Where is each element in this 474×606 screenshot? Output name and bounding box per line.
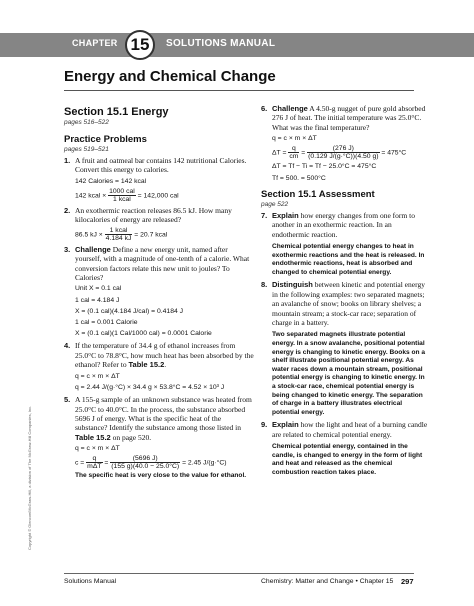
work-text: = xyxy=(104,459,109,467)
denominator: 4.184 kJ xyxy=(105,234,132,242)
numerator: 1000 cal xyxy=(109,188,135,196)
numerator: q xyxy=(86,455,102,463)
question-2 xyxy=(64,206,254,225)
fraction xyxy=(110,455,180,470)
q6-work xyxy=(272,134,429,183)
question-number: 6. xyxy=(261,104,268,113)
question-number: 8. xyxy=(261,280,268,290)
denominator: (0.129 J/(g·°C))(4.50 g) xyxy=(308,153,379,161)
chapter-number-badge: 15 xyxy=(125,30,155,60)
q7-answer: Chemical potential energy changes to heat in exothermic reactions and the heat is released. In endothermic reactions, heat is absorbed and changed to chemical potential energy. xyxy=(272,243,425,276)
practice-heading: Practice Problems xyxy=(64,134,147,145)
fraction xyxy=(307,145,379,160)
q4-work xyxy=(75,372,254,392)
question-number: 9. xyxy=(261,420,268,430)
denominator: mΔT xyxy=(87,463,102,471)
assessment-pages: page 522 xyxy=(261,200,289,208)
q3-work xyxy=(75,284,254,338)
fraction xyxy=(86,455,102,470)
section-pages: pages 516–522 xyxy=(64,119,109,126)
chapter-label: CHAPTER xyxy=(72,38,118,48)
question-text: A fruit and oatmeal bar contains 142 nutritional Calories. Convert this energy to calories. xyxy=(75,156,247,175)
work-line: 1 cal = 4.184 J xyxy=(75,296,120,304)
question-number: 1. xyxy=(64,156,71,165)
footer-left: Solutions Manual xyxy=(64,578,117,585)
work-line: 1 cal = 0.001 Calorie xyxy=(75,319,138,327)
question-number: 7. xyxy=(261,210,268,220)
question-text: between kinetic and potential energy in the following examples: two separated magnets; an avalanche of snow; books on library shelves; a mountain stream; a stock-car race; separation of charge in a battery. xyxy=(272,280,425,328)
fraction xyxy=(288,145,299,160)
work-text: 86.5 kJ × xyxy=(75,231,103,239)
work-text: = xyxy=(301,149,306,157)
question-number: 4. xyxy=(64,341,71,351)
question-keyword: Challenge xyxy=(272,104,308,113)
question-text: An exothermic reaction releases 86.5 kJ. How many kilocalories of energy are released? xyxy=(75,206,232,225)
title-rule xyxy=(64,90,414,91)
work-line: X = (0.1 cal)(4.184 J/cal) = 0.4184 J xyxy=(75,307,184,315)
manual-label: SOLUTIONS MANUAL xyxy=(166,38,276,49)
q5-answer: The specific heat is very close to the value for ethanol. xyxy=(75,472,247,480)
work-line: Tf = 500. = 500°C xyxy=(272,174,326,182)
question-3 xyxy=(64,245,254,283)
question-4 xyxy=(64,341,254,369)
q8-answer: Two separated magnets illustrate potential energy. In a snow avalanche, positional potential energy is changing to kinetic energy. Books on a shelf illustrate positional potential energy. As water races down a mountain stream, positional potential energy is changing to kinetic energy. In a stock-car race, chemical potential energy is being changed to kinetic energy. The separation of charge in a battery illustrates electrical potential energy. xyxy=(272,331,426,416)
work-line: q = c × m × ΔT xyxy=(75,445,120,453)
q9-answer: Chemical potential energy, contained in the candle, is changed to energy in the form of light and heat and released as the chemical combustion reaction takes place. xyxy=(272,443,423,476)
work-line: q = c × m × ΔT xyxy=(272,135,317,143)
page-number: 297 xyxy=(401,577,414,586)
table-reference: Table 15.2 xyxy=(75,432,111,442)
q2-work xyxy=(75,227,254,242)
question-text: A 4.50-g nugget of pure gold absorbed 276 J of heat. The initial temperature was 25.0°C. What was the final temperature? xyxy=(272,104,426,132)
work-line xyxy=(75,227,254,242)
work-text: = 20.7 kcal xyxy=(134,231,168,239)
work-line: q = 2.44 J/(g·°C) × 34.4 g × 53.8°C = 4.52 × 10³ J xyxy=(75,383,225,391)
work-line: ΔT = Tf − Ti = Tf − 25.0°C = 475°C xyxy=(272,163,377,171)
footer-right: Chemistry: Matter and Change • Chapter 15 xyxy=(261,578,394,585)
numerator: 1 kcal xyxy=(105,227,133,235)
work-text: 142 kcal × xyxy=(75,192,107,200)
question-text: Define a new energy unit, named after yourself, with a magnitude of one-tenth of a calorie. What conversion factors relate this new unit to joules? To Calories? xyxy=(75,244,250,283)
left-column xyxy=(64,104,254,484)
q1-work xyxy=(75,177,254,203)
practice-pages: pages 519–521 xyxy=(64,146,109,153)
copyright-sidebar xyxy=(27,300,35,550)
question-number: 3. xyxy=(64,244,71,254)
question-keyword: Explain xyxy=(272,420,299,430)
question-number: 2. xyxy=(64,206,71,216)
question-number: 5. xyxy=(64,395,71,405)
right-column xyxy=(261,104,429,481)
question-7 xyxy=(261,211,429,239)
work-line: X = (0.1 cal)(1 Cal/1000 cal) = 0.0001 Calorie xyxy=(75,330,212,338)
page-title: Energy and Chemical Change xyxy=(64,68,276,85)
question-9 xyxy=(261,420,429,439)
question-keyword: Explain xyxy=(272,210,299,220)
work-text: = 142,000 cal xyxy=(137,192,179,200)
question-5 xyxy=(64,395,254,442)
numerator: (276 J) xyxy=(307,145,379,153)
work-text: = 475°C xyxy=(381,149,407,157)
q5-work xyxy=(75,444,254,470)
work-text: c = xyxy=(75,459,85,467)
work-line xyxy=(75,188,254,203)
question-text: how energy changes from one form to another in an exothermic reaction. In an endothermic reaction. xyxy=(272,210,415,239)
question-keyword: Distinguish xyxy=(272,280,313,290)
work-text: = 2.45 J/(g·°C) xyxy=(182,459,227,467)
work-text: ΔT = xyxy=(272,149,287,157)
fraction xyxy=(108,188,136,203)
question-text: how the light and heat of a burning candle are related to chemical potential energy. xyxy=(272,420,428,439)
footer-rule xyxy=(64,573,414,574)
question-text: If the temperature of 34.4 g of ethanol increases from 25.0°C to 78.8°C, how much heat has been absorbed by the ethanol? Refer to xyxy=(75,341,254,370)
fraction xyxy=(105,227,133,242)
copyright-text: Copyright © Glencoe/McGraw-Hill, a division of The McGraw-Hill Companies, Inc. xyxy=(27,405,32,550)
section-heading: Section 15.1 Energy xyxy=(64,106,169,118)
denominator: 1 kcal xyxy=(113,196,131,204)
work-line xyxy=(272,145,429,160)
question-text-end: on page 520. xyxy=(110,432,152,442)
question-text: A 155-g sample of an unknown substance was heated from 25.0°C to 40.0°C. In the process, the substance absorbed 5696 J of energy. What is the specific heat of the substance? Identify the substance among those listed in xyxy=(75,395,252,433)
work-line: 142 Calories = 142 kcal xyxy=(75,177,147,185)
question-keyword: Challenge xyxy=(75,244,111,254)
question-8 xyxy=(261,280,429,327)
question-text-end: . xyxy=(164,360,167,370)
numerator: (5696 J) xyxy=(110,455,180,463)
work-line: q = c × m × ΔT xyxy=(75,372,120,380)
work-line xyxy=(75,455,254,470)
denominator: cm xyxy=(289,153,299,161)
question-6 xyxy=(261,104,429,132)
work-line: Unit X = 0.1 cal xyxy=(75,285,122,293)
assessment-heading: Section 15.1 Assessment xyxy=(261,188,375,200)
numerator: q xyxy=(288,145,299,153)
question-1 xyxy=(64,156,254,175)
table-reference: Table 15.2 xyxy=(128,360,165,370)
denominator: (155 g)(40.0 − 25.0°C) xyxy=(111,463,180,471)
